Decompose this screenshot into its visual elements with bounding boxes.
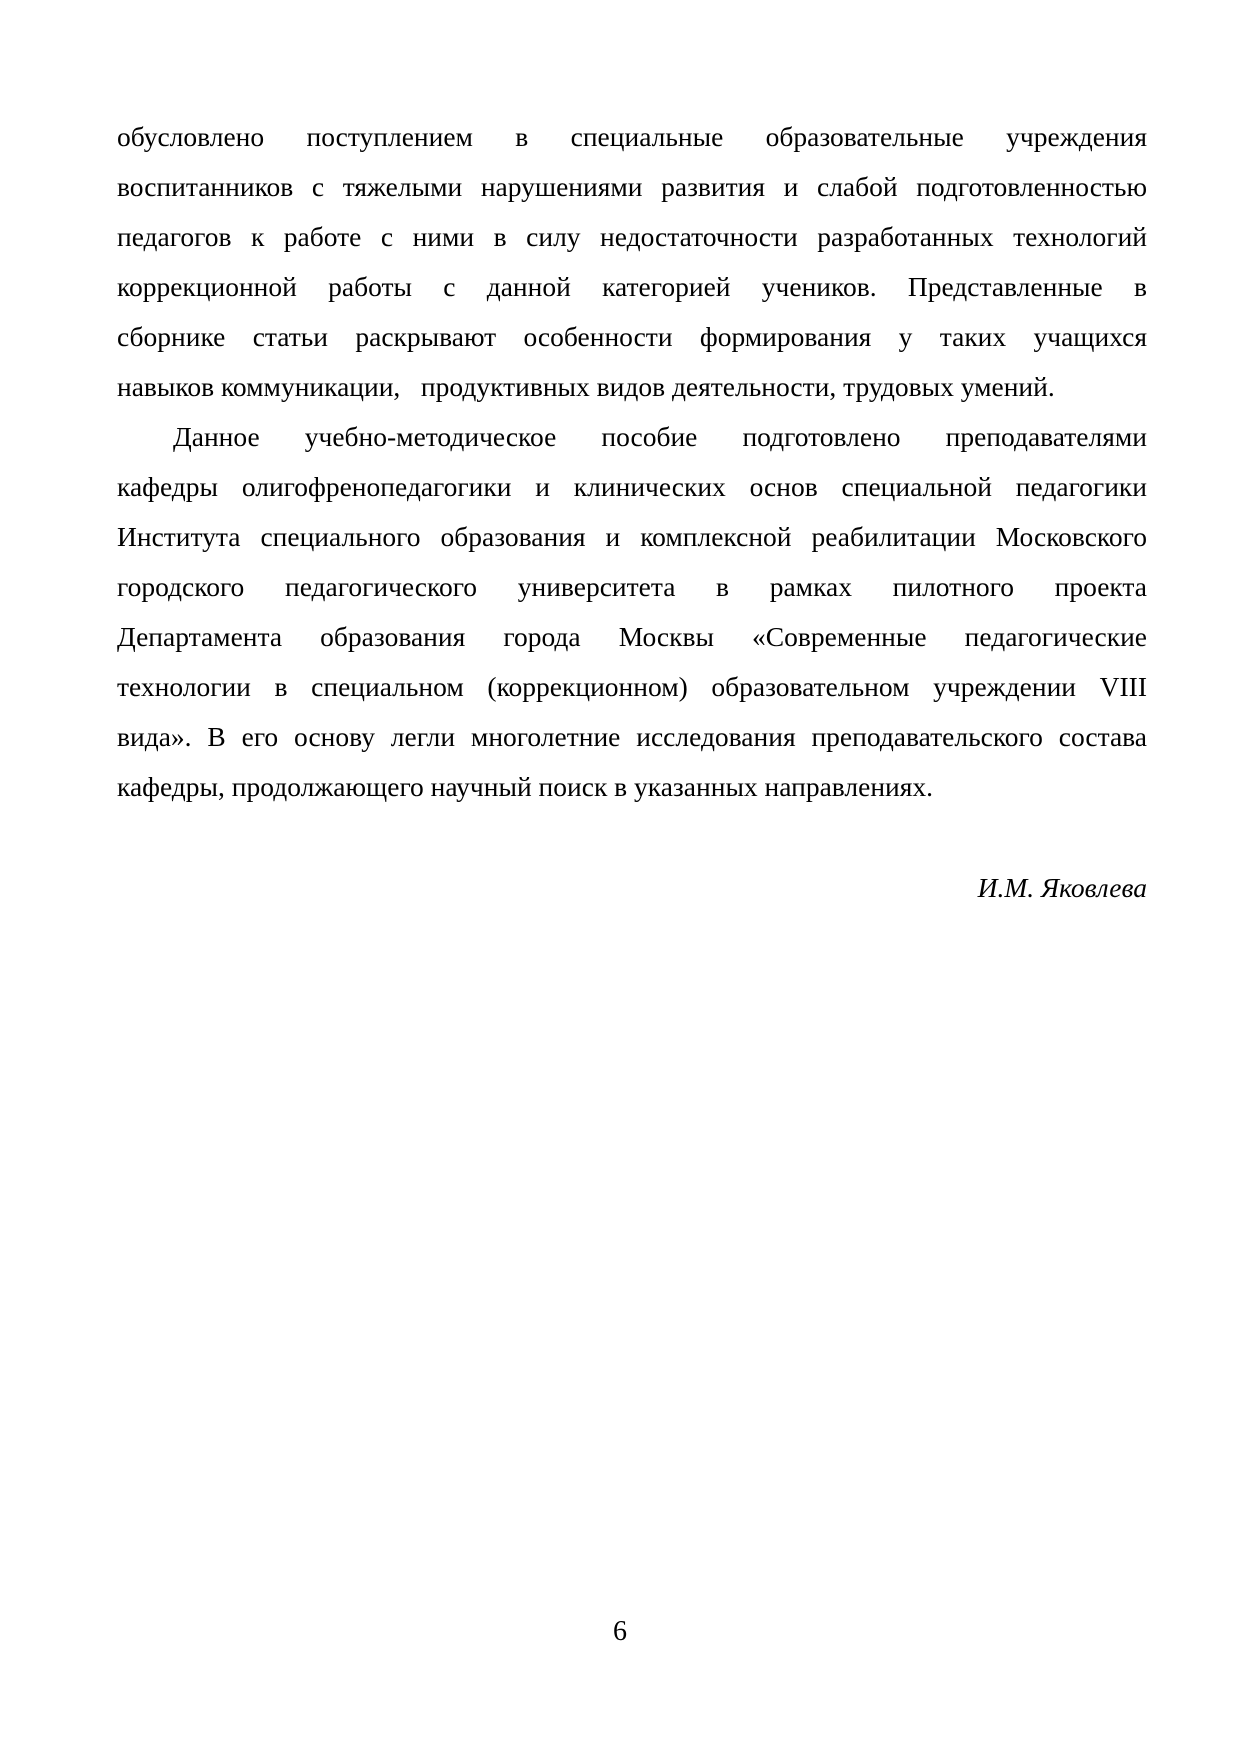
text-line: навыков коммуникации, продуктивных видов деятельности, трудовых умений. xyxy=(117,371,1055,402)
text-line: Института специального образования и комплексной реабилитации Московского xyxy=(117,521,1147,552)
paragraph-2 xyxy=(117,412,1147,812)
text-line: кафедры олигофренопедагогики и клинических основ специальной педагогики xyxy=(117,471,1147,502)
text-line: сборнике статьи раскрывают особенности формирования у таких учащихся xyxy=(117,321,1147,352)
page-number: 6 xyxy=(613,1616,627,1647)
text-line: Данное учебно-методическое пособие подготовлено преподавателями xyxy=(173,421,1147,452)
text-line: городского педагогического университета в рамках пилотного проекта xyxy=(117,571,1147,602)
paragraph-1 xyxy=(117,112,1147,412)
text-line: Департамента образования города Москвы «Современные педагогические xyxy=(117,621,1147,652)
text-line: кафедры, продолжающего научный поиск в указанных направлениях. xyxy=(117,771,934,802)
text-line: вида». В его основу легли многолетние исследования преподавательского состава xyxy=(117,721,1147,752)
author-signature: И.М. Яковлева xyxy=(977,872,1147,903)
text-line: обусловлено поступлением в специальные образовательные учреждения xyxy=(117,121,1147,152)
text-line: коррекционной работы с данной категорией учеников. Представленные в xyxy=(117,271,1147,302)
text-line: педагогов к работе с ними в силу недостаточности разработанных технологий xyxy=(117,221,1147,252)
text-line: технологии в специальном (коррекционном) образовательном учреждении VIII xyxy=(117,671,1147,702)
text-line: воспитанников с тяжелыми нарушениями развития и слабой подготовленностью xyxy=(117,171,1147,202)
